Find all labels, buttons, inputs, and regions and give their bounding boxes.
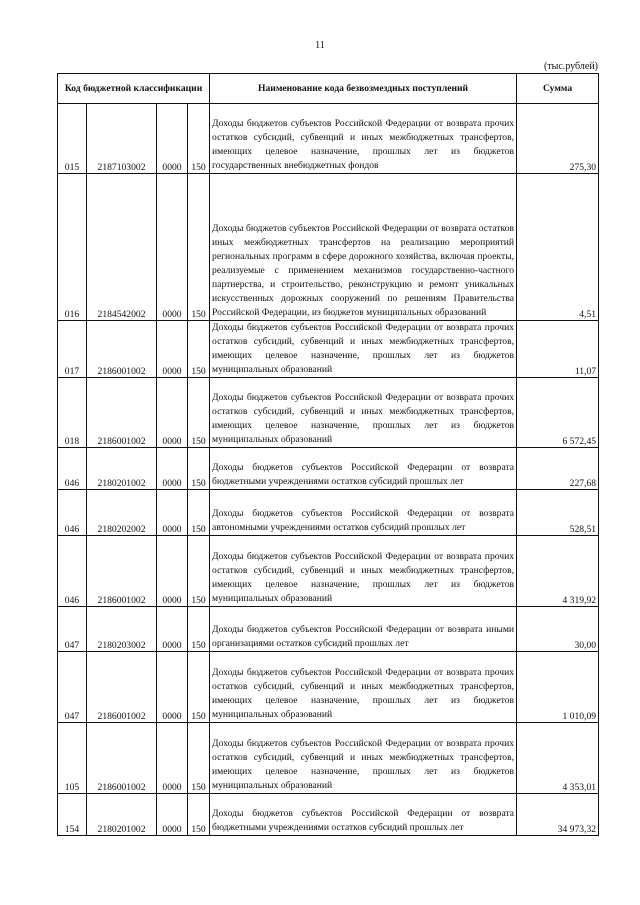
income-name-cell: Доходы бюджетов субъектов Российской Федерации от возврата иными организациями остатков субсидий прошлых лет bbox=[210, 607, 517, 652]
kosgu-code-cell: 150 bbox=[188, 174, 210, 321]
table-row bbox=[58, 321, 599, 378]
subtype-code-cell: 0000 bbox=[157, 378, 188, 448]
subtype-code-cell: 0000 bbox=[157, 490, 188, 536]
table-row bbox=[58, 536, 599, 607]
units-label: (тыс.рублей) bbox=[543, 61, 598, 72]
table-row bbox=[58, 174, 599, 321]
income-name-cell: Доходы бюджетов субъектов Российской Федерации от возврата прочих остатков субсидий, субвенций и иных межбюджетных трансфертов, имеющих целевое назначение, прошлых лет из бюджетов муниципальных образований bbox=[210, 652, 517, 723]
sum-cell: 227,68 bbox=[517, 448, 599, 490]
kosgu-code-cell: 150 bbox=[188, 794, 210, 836]
admin-code-cell: 046 bbox=[58, 536, 87, 607]
admin-code-cell: 017 bbox=[58, 321, 87, 378]
subtype-code-cell: 0000 bbox=[157, 652, 188, 723]
admin-code-cell: 046 bbox=[58, 448, 87, 490]
budget-code-cell: 2180203002 bbox=[87, 607, 157, 652]
budget-code-cell: 2186001002 bbox=[87, 321, 157, 378]
kosgu-code-cell: 150 bbox=[188, 723, 210, 794]
sum-cell: 528,51 bbox=[517, 490, 599, 536]
budget-code-cell: 2180201002 bbox=[87, 448, 157, 490]
kosgu-code-cell: 150 bbox=[188, 104, 210, 174]
kosgu-code-cell: 150 bbox=[188, 607, 210, 652]
subtype-code-cell: 0000 bbox=[157, 607, 188, 652]
kosgu-code-cell: 150 bbox=[188, 490, 210, 536]
subtype-code-cell: 0000 bbox=[157, 174, 188, 321]
admin-code-cell: 105 bbox=[58, 723, 87, 794]
sum-cell: 4 319,92 bbox=[517, 536, 599, 607]
budget-code-cell: 2186001002 bbox=[87, 536, 157, 607]
header-sum: Сумма bbox=[517, 74, 599, 104]
sum-cell: 4 353,01 bbox=[517, 723, 599, 794]
admin-code-cell: 015 bbox=[58, 104, 87, 174]
table-row bbox=[58, 378, 599, 448]
subtype-code-cell: 0000 bbox=[157, 794, 188, 836]
income-name-cell: Доходы бюджетов субъектов Российской Федерации от возврата бюджетными учреждениями остатков субсидий прошлых лет bbox=[210, 448, 517, 490]
income-name-cell: Доходы бюджетов субъектов Российской Федерации от возврата прочих остатков субсидий, субвенций и иных межбюджетных трансфертов, имеющих целевое назначение, прошлых лет из бюджетов муниципальных образований bbox=[210, 378, 517, 448]
income-name-cell: Доходы бюджетов субъектов Российской Федерации от возврата остатков иных межбюджетных трансфертов на реализацию мероприятий региональных программ в сфере дорожного хозяйства, включая проекты, реализуемые с применением механизмов государственно-частного партнерства, и строительство, реконструкцию и ремонт уникальных искусственных дорожных сооружений по решениям Правительства Российской Федерации, из бюджетов муниципальных образований bbox=[210, 174, 517, 321]
kosgu-code-cell: 150 bbox=[188, 536, 210, 607]
budget-code-cell: 2180202002 bbox=[87, 490, 157, 536]
subtype-code-cell: 0000 bbox=[157, 104, 188, 174]
admin-code-cell: 016 bbox=[58, 174, 87, 321]
table-row bbox=[58, 794, 599, 836]
sum-cell: 11,07 bbox=[517, 321, 599, 378]
sum-cell: 1 010,09 bbox=[517, 652, 599, 723]
kosgu-code-cell: 150 bbox=[188, 321, 210, 378]
kosgu-code-cell: 150 bbox=[188, 448, 210, 490]
table-row bbox=[58, 723, 599, 794]
subtype-code-cell: 0000 bbox=[157, 723, 188, 794]
budget-code-cell: 2186001002 bbox=[87, 652, 157, 723]
subtype-code-cell: 0000 bbox=[157, 448, 188, 490]
budget-code-cell: 2180201002 bbox=[87, 794, 157, 836]
kosgu-code-cell: 150 bbox=[188, 652, 210, 723]
income-name-cell: Доходы бюджетов субъектов Российской Федерации от возврата прочих остатков субсидий, субвенций и иных межбюджетных трансфертов, имеющих целевое назначение, прошлых лет из бюджетов муниципальных образований bbox=[210, 723, 517, 794]
income-name-cell: Доходы бюджетов субъектов Российской Федерации от возврата автономными учреждениями остатков субсидий прошлых лет bbox=[210, 490, 517, 536]
sum-cell: 6 572,45 bbox=[517, 378, 599, 448]
table-body bbox=[58, 104, 599, 836]
table-header-row bbox=[58, 74, 599, 104]
budget-table bbox=[57, 73, 599, 836]
admin-code-cell: 154 bbox=[58, 794, 87, 836]
table-row bbox=[58, 607, 599, 652]
table-row bbox=[58, 448, 599, 490]
table-row bbox=[58, 652, 599, 723]
income-name-cell: Доходы бюджетов субъектов Российской Федерации от возврата бюджетными учреждениями остатков субсидий прошлых лет bbox=[210, 794, 517, 836]
sum-cell: 30,00 bbox=[517, 607, 599, 652]
admin-code-cell: 018 bbox=[58, 378, 87, 448]
admin-code-cell: 047 bbox=[58, 607, 87, 652]
income-name-cell: Доходы бюджетов субъектов Российской Федерации от возврата прочих остатков субсидий, субвенций и иных межбюджетных трансфертов, имеющих целевое назначение, прошлых лет из бюджетов государственных внебюджетных фондов bbox=[210, 104, 517, 174]
table-row bbox=[58, 490, 599, 536]
budget-code-cell: 2186001002 bbox=[87, 378, 157, 448]
sum-cell: 34 973,32 bbox=[517, 794, 599, 836]
budget-code-cell: 2187103002 bbox=[87, 104, 157, 174]
budget-code-cell: 2186001002 bbox=[87, 723, 157, 794]
sum-cell: 275,30 bbox=[517, 104, 599, 174]
table-row bbox=[58, 104, 599, 174]
subtype-code-cell: 0000 bbox=[157, 321, 188, 378]
page-number: 11 bbox=[315, 40, 325, 51]
admin-code-cell: 047 bbox=[58, 652, 87, 723]
header-name: Наименование кода безвозмездных поступлений bbox=[210, 74, 517, 104]
header-code: Код бюджетной классификации bbox=[58, 74, 210, 104]
subtype-code-cell: 0000 bbox=[157, 536, 188, 607]
income-name-cell: Доходы бюджетов субъектов Российской Федерации от возврата прочих остатков субсидий, субвенций и иных межбюджетных трансфертов, имеющих целевое назначение, прошлых лет из бюджетов муниципальных образований bbox=[210, 536, 517, 607]
budget-code-cell: 2184542002 bbox=[87, 174, 157, 321]
sum-cell: 4,51 bbox=[517, 174, 599, 321]
kosgu-code-cell: 150 bbox=[188, 378, 210, 448]
income-name-cell: Доходы бюджетов субъектов Российской Федерации от возврата прочих остатков субсидий, субвенций и иных межбюджетных трансфертов, имеющих целевое назначение, прошлых лет из бюджетов муниципальных образований bbox=[210, 321, 517, 378]
admin-code-cell: 046 bbox=[58, 490, 87, 536]
